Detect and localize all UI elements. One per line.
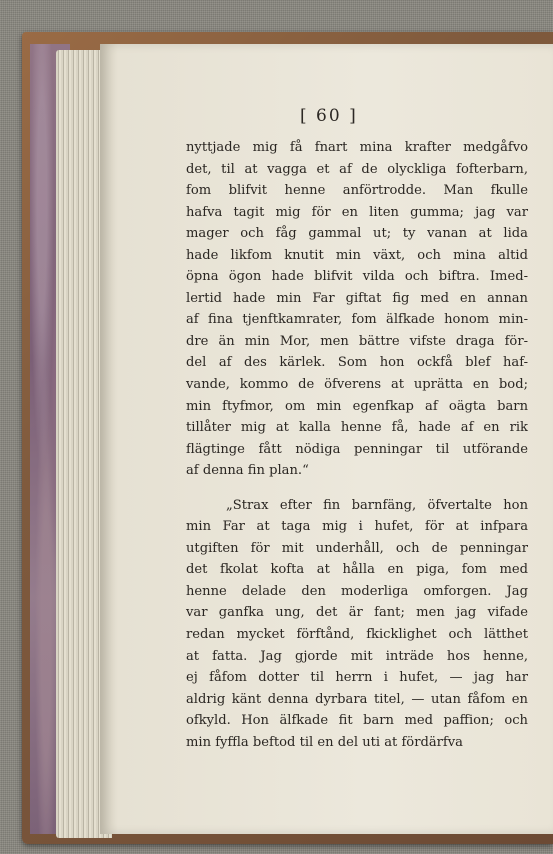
text-line: del af des kärlek. Som hon ockfå blef haf- xyxy=(186,355,528,371)
text-line: ofkyld. Hon älfkade fit barn med paffion; och xyxy=(186,713,528,729)
text-line: det fkolat kofta at hålla en piga, fom med xyxy=(186,562,528,578)
text-line: var ganfka ung, det är fant; men jag vifade xyxy=(186,605,528,621)
text-line: „Strax efter fin barnfäng, öfvertalte hon xyxy=(226,497,528,513)
text-line: at fatta. Jag gjorde mit inträde hos henne, xyxy=(186,648,528,664)
text-line: öpna ögon hade blifvit vilda och biftra. Imed- xyxy=(186,269,528,285)
page-text xyxy=(186,137,528,753)
text-line: tillåter mig at kalla henne få, hade af en rik xyxy=(186,420,528,436)
text-line: af denna fin plan.“ xyxy=(186,463,309,479)
text-line: flägtinge fått nödiga penningar til utförande xyxy=(186,441,528,457)
text-line: dre än min Mor, men bättre vifste draga för- xyxy=(186,333,528,349)
text-line: vande, kommo de öfverens at uprätta en bod; xyxy=(186,377,528,393)
text-line: lertid hade min Far giftat fig med en annan xyxy=(186,290,528,306)
text-line: min ftyfmor, om min egenfkap af oägta barn xyxy=(186,398,528,414)
text-line: hafva tagit mig för en liten gumma; jag var xyxy=(186,204,528,220)
text-line: min fyffla beftod til en del uti at fördärfva xyxy=(186,734,463,750)
text-line: utgiften för mit underhåll, och de penningar xyxy=(186,540,528,556)
page-header: [ 60 ] xyxy=(300,106,358,126)
paragraph-2 xyxy=(186,495,528,754)
text-line: henne delade den moderliga omforgen. Jag xyxy=(186,583,528,599)
text-line: min Far at taga mig i hufet, för at infpara xyxy=(186,519,528,535)
text-line: mager och fåg gammal ut; ty vanan at lida xyxy=(186,226,528,242)
text-line: redan mycket förftånd, fkicklighet och lätthet xyxy=(186,627,528,643)
text-line: nyttjade mig få fnart mina krafter medgåfvo xyxy=(186,140,528,155)
text-line: af fina tjenftkamrater, fom älfkade honom min- xyxy=(186,312,528,328)
text-line: fom blifvit henne anförtrodde. Man fkulle xyxy=(186,183,528,199)
text-line: aldrig känt denna dyrbara titel, — utan fåfom en xyxy=(186,691,528,707)
paragraph-1 xyxy=(186,137,528,482)
text-line: hade likfom knutit min växt, och mina altid xyxy=(186,247,528,263)
paragraph-gap xyxy=(186,482,528,495)
text-line: ej fåfom dotter til herrn i hufet, — jag har xyxy=(186,670,528,686)
text-line: det, til at vagga et af de olyckliga fofterbarn, xyxy=(186,161,528,177)
